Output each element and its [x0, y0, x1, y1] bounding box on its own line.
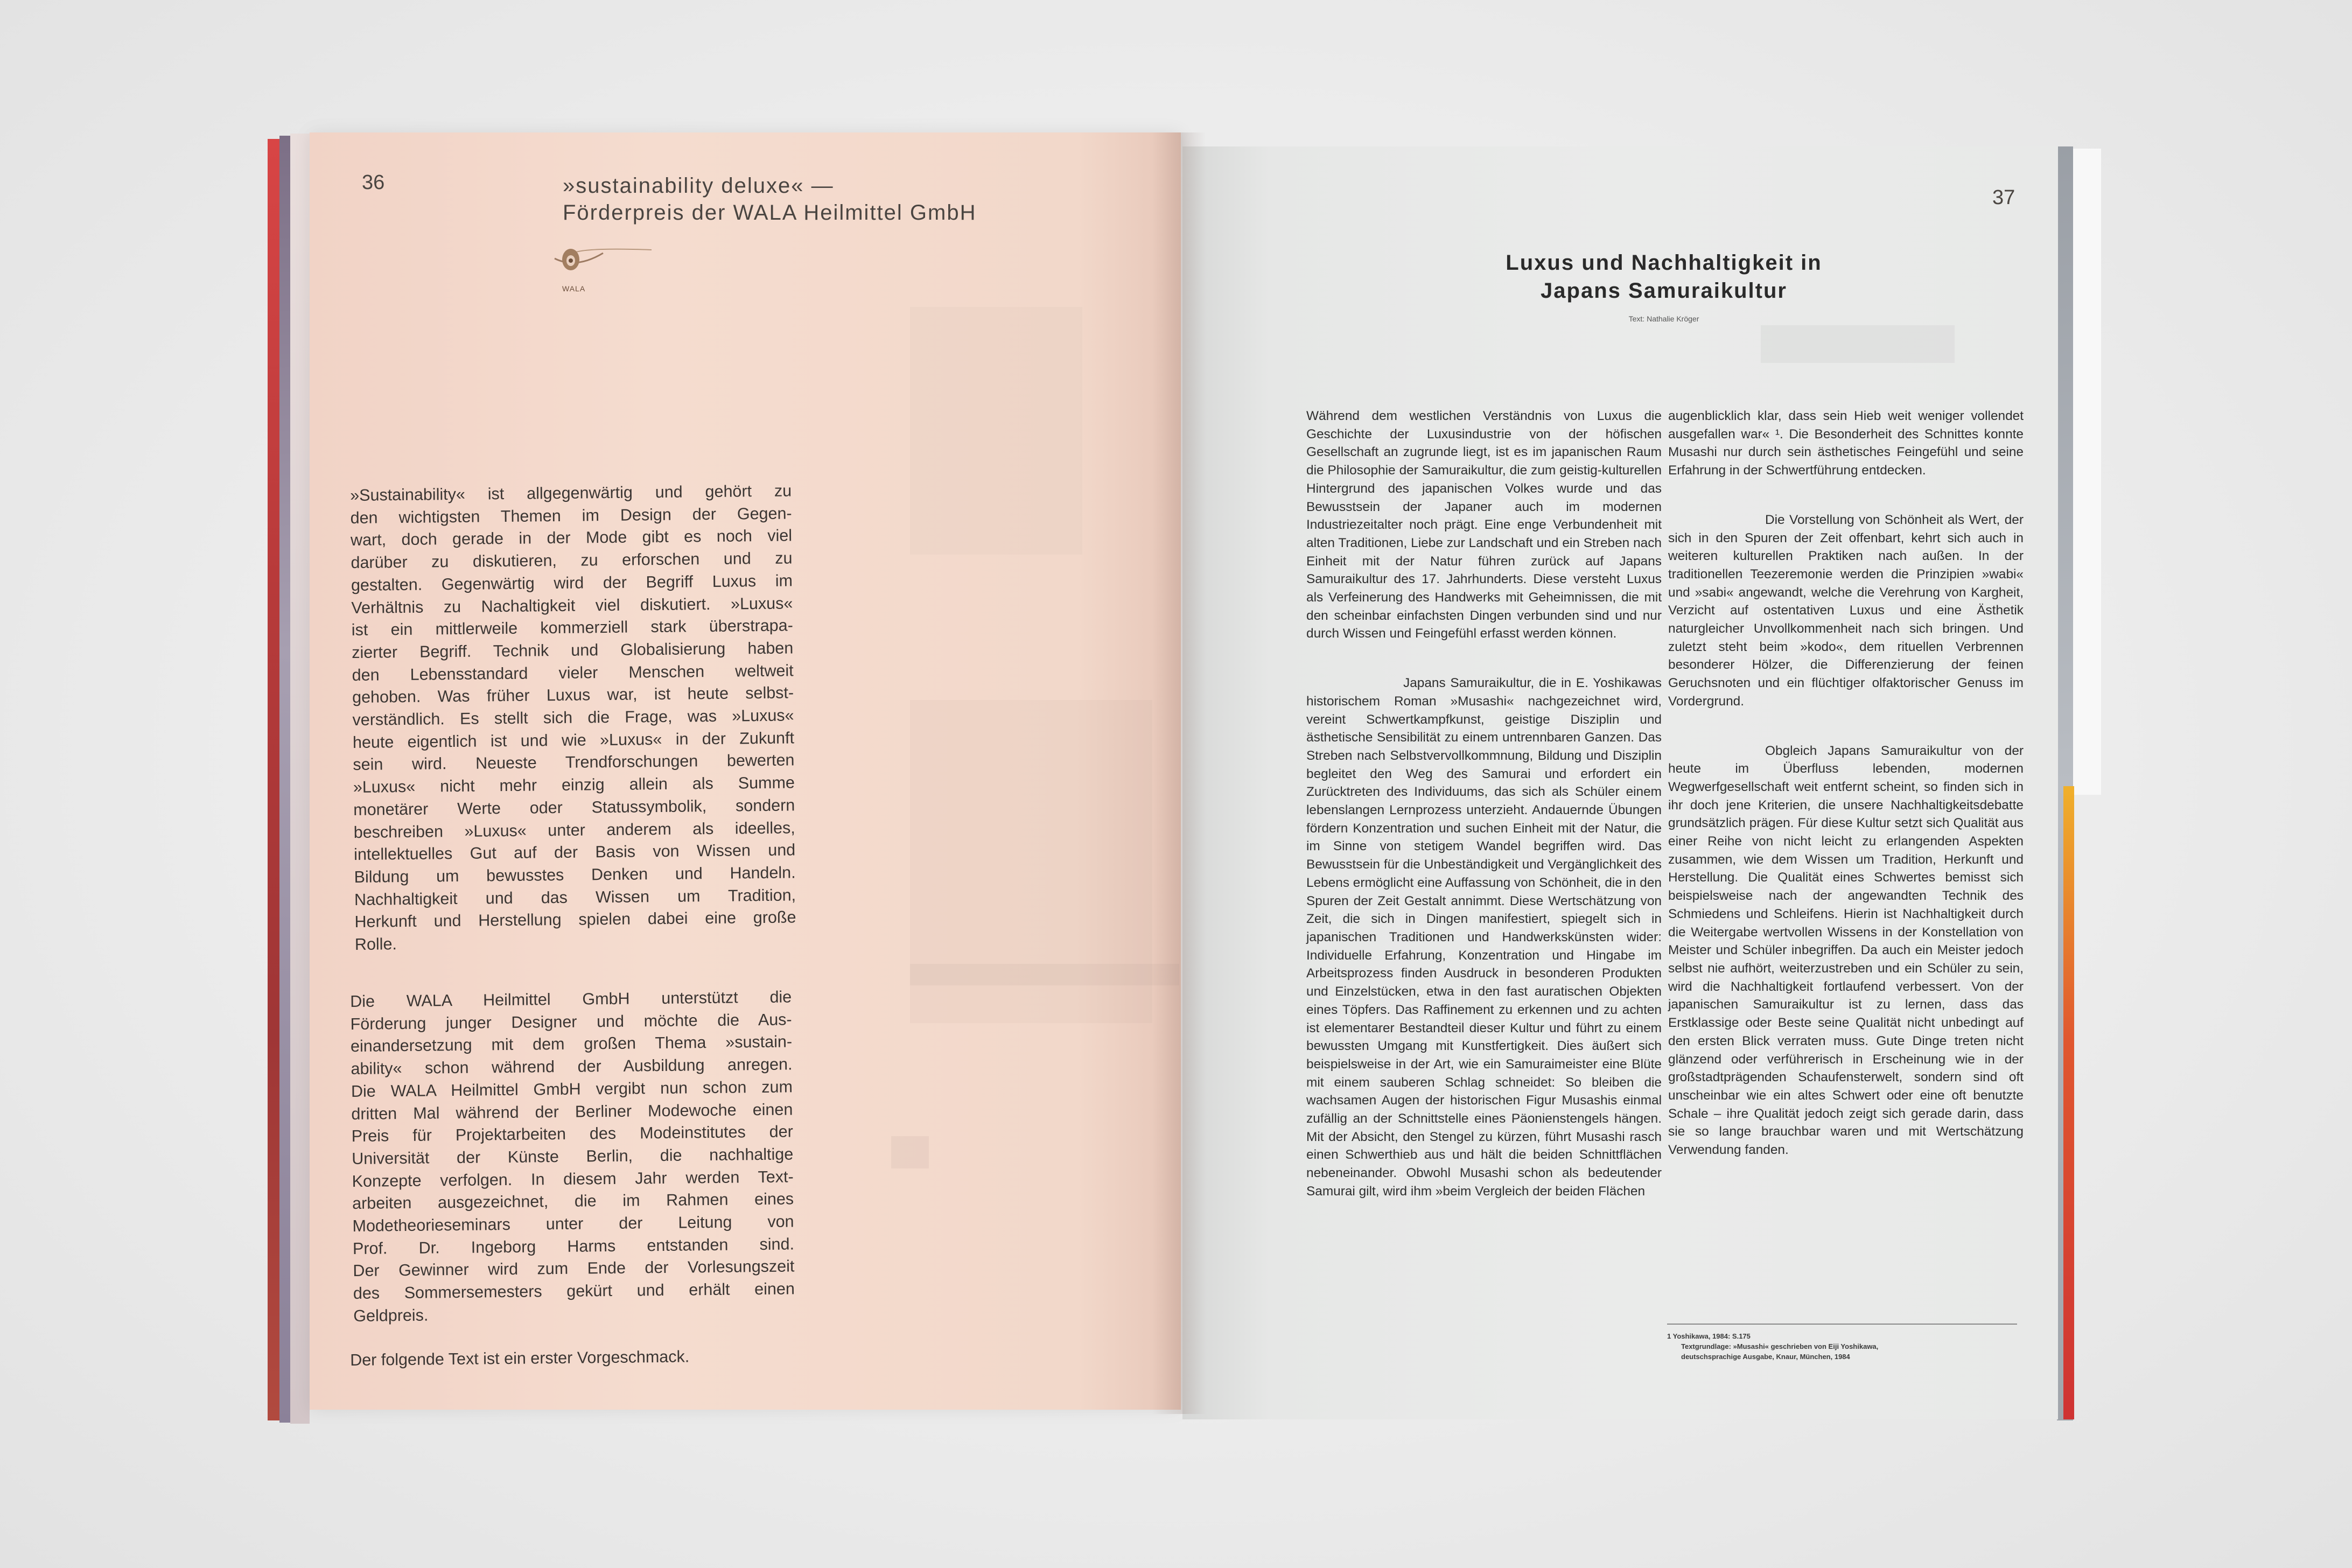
page-stack-edge-left [279, 136, 290, 1423]
text-line: beschreiben »Luxus« unter anderem als ideelles, [353, 818, 795, 842]
show-through-mark [891, 1136, 929, 1168]
right-title-line-1: Luxus und Nachhaltigkeit in [1506, 251, 1822, 275]
cover-edge-right [2063, 786, 2074, 1419]
article-column-2 [1668, 407, 2024, 1159]
text-line: Die WALA Heilmittel GmbH vergibt nun schon zum [351, 1077, 793, 1101]
show-through-image [910, 307, 1082, 555]
text-line: Herkunft und Herstellung spielen dabei eine große [354, 908, 796, 932]
book-gutter [1152, 132, 1206, 1414]
footnote [1667, 1331, 2033, 1362]
paragraph-gap [1306, 643, 1662, 674]
text-line: intellektuelles Gut auf der Basis von Wissen und [354, 841, 796, 864]
text-line: dritten Mal während der Berliner Modewoche einen [351, 1100, 793, 1123]
text-line: Verhältnis zu Nachaltigkeit viel diskutiert. »Luxus« [351, 593, 793, 617]
text-line: Bildung um bewusstes Denken und Handeln. [354, 863, 796, 886]
left-title-line-1: »sustainability deluxe« — [563, 174, 834, 198]
text-line: monetärer Werte oder Statussymbolik, sondern [353, 796, 795, 819]
text-line: ability« schon während der Ausbildung anregen. [351, 1055, 793, 1079]
wala-logo-text: WALA [562, 284, 586, 293]
article-column-1 [1306, 407, 1662, 1201]
show-through-heading [1761, 325, 1955, 363]
article-byline: Text: Nathalie Kröger [1628, 314, 1699, 323]
col2-paragraph-3: Obgleich Japans Samuraikultur von der heute im Überfluss lebenden, modernen Wegwerfgesellschaft weit entfernt scheint, so finden sich in ihr doch jene Kriterien, die unsere Nachhaltigkeitsdebatte grundsätzlich prägen. Für diese Kultur setzt sich Qualität aus einer Reihe von nicht leicht zu erlangenden Aspekten zusammen, wie dem Wissen um Tradition, Herkunft und Herstellung. Die Qualität eines Schwertes bemisst sich beispielsweise nach der angewandten Technik des Schmiedens und Schleifens. Hierin ist Nachhaltigkeit durch die Weitergabe wertvollen Wissens in der Konstellation von Meister und Schüler inbegriffen. Da auch ein Meister jedoch selbst nie aufhört, weiterzustreben und ein Schüler zu sein, wird die Nachhaltigkeit fortlaufend verbessert. Von der japanischen Samuraikultur ist zu lernen, dass das Erstklassige oder Beste seine Qualität nicht unbedingt auf den ersten Blick verraten muss. Gute Dinge treten nicht glänzend oder verführerisch in Erscheinung wie in der großstadtprägenden Schaufensterwelt, sondern sind oft unscheinbar wie ein altes Schwert oder eine oft benutzte Schale – ihre Qualität jedoch zeigt sich gerade darin, dass sie so lange brauchbar waren und mit Wertschätzung Verwendung fanden. [1668, 743, 2024, 1158]
left-page-title [563, 172, 1047, 226]
left-paragraph-2 [350, 986, 795, 1327]
text-line: gestalten. Gegenwärtig wird der Begriff Luxus im [351, 571, 793, 594]
text-line: Die WALA Heilmittel GmbH unterstützt die [350, 988, 792, 1011]
text-line: wart, doch gerade in der Mode gibt es noch viel [350, 526, 793, 550]
col1-paragraph-1: Während dem westlichen Verständnis von Luxus die Geschichte der Luxusindustrie von der höfischen Gesellschaft an zugrunde liegt, ist es im japanischen Raum die Philosophie der Samuraikultur, die zum geistig-kulturellen Hintergrund des japanischen Volkes wurde und das Bewusstsein der Japaner auch im modernen Industriezeitalter noch prägt. Eine enge Verbundenheit mit alten Traditionen, Liebe zur Landschaft und ein Streben nach Einheit mit der Natur führen zurück auf Japans Samuraikultur des 17. Jahrhunderts. Diese versteht Luxus als Verfeinerung des Handwerks mit Geheimnissen, die mit den scheinbar einfachsten Dingen verbunden sind und nur durch Wissen und Feingefühl erfasst werden können. [1306, 409, 1662, 641]
text-line: Rolle. [354, 935, 397, 954]
paragraph-gap [1668, 711, 2024, 742]
col1-paragraph-2: Japans Samuraikultur, die in E. Yoshikawas historischem Roman »Musashi« nachgezeichnet wird, vereint Schwertkampfkunst, geistige Disziplin und ästhetische Sensibilität zu einem untrennbaren Ganzen. Das Streben nach Selbstvervollkommnung, Bildung und Disziplin begleitet den Weg des Samurai und erfordert ein Zurücktreten des Individuums, das sich als Schüler einem lebenslangen Lernprozess unterzieht. Andauernde Übungen fördern Konzentration und suchen Einheit mit der Natur, die im Sinne von stetigem Wandel begriffen wird. Das Bewusstsein für die Unbeständigkeit und Vergänglichkeit des Lebens ermöglicht eine Auffassung von Schönheit, die in den Spuren der Zeit Gestalt annimmt. Diese Wertschätzung von Zeit, die sich in Dingen manifestiert, spiegelt sich in japanischen Traditionen und Handwerkskünsten wider: Individuelle Erfahrung, Konzentration und Hingabe im Arbeitsprozess finden Ausdruck in besonderen Produkten und Einzelstücken, etwa in den fast auratischen Objekten eines Töpfers. Das Raffinement zu erkennen und zu achten ist elementarer Bestandteil dieser Kultur und führt zu einem bewussten Umgang mit Kunstfertigkeit. Dies äußert sich beispielsweise in der Art, wie ein Samuraimeister eine Blüte mit einem sauberen Schlag schneidet: So bleiben die wachsamen Augen der historischen Figur Musashis einmal zufällig an der Schnittstelle eines Päonienstengels hängen. Mit der Absicht, den Stengel zu kürzen, führt Musashi rasch einen Schwerthieb aus und hält die beiden Schnittflächen nebeneinander. Obwohl Musashi schon als bedeutender Samurai gilt, wird ihm »beim Vergleich der beiden Flächen [1306, 676, 1662, 1199]
page-number-left: 36 [362, 171, 385, 194]
footnote-line-1: 1 Yoshikawa, 1984: S.175 [1667, 1332, 1751, 1340]
text-line: Der Gewinner wird zum Ende der Vorlesungszeit [353, 1257, 795, 1280]
text-line: heute eigentlich ist und wie »Luxus« in der Zukunft [352, 729, 795, 752]
left-paragraph-1 [350, 480, 796, 956]
text-line: gehoben. Was früher Luxus war, ist heute selbst- [352, 683, 794, 707]
left-closing-line: Der folgende Text ist ein erster Vorgeschmack. [350, 1347, 690, 1369]
right-title-line-2: Japans Samuraikultur [1541, 279, 1787, 303]
text-line: »Luxus« nicht mehr einzig allein als Summe [353, 773, 795, 797]
footnote-line-3: deutschsprachige Ausgabe, Knaur, München, 1984 [1681, 1353, 1850, 1361]
show-through-bar [910, 964, 1179, 985]
left-title-line-2: Förderpreis der WALA Heilmittel GmbH [563, 201, 977, 225]
text-line: den wichtigsten Themen im Design der Gegen- [350, 504, 792, 527]
text-line: den Lebensstandard vieler Menschen weltweit [352, 661, 794, 684]
col2-paragraph-2: Die Vorstellung von Schönheit als Wert, der sich in den Spuren der Zeit offenbart, kehrt sich auch in weiteren kulturellen Praktiken nach außen. In der traditionellen Teezeremonie werden die Prinzipien »wabi« und »sabi« angewandt, welche die Verehrung von Kargheit, Verzicht auf ostentativen Luxus und eine Ästhetik naturgleicher Unvollkommenheit nach sich bringen. Und zuletzt steht beim »kodo«, dem rituellen Verbrennen besonderer Hölzer, die Differenzierung der feinen Geruchsnoten und ein flüchtiger olfaktorischer Genuss im Vordergrund. [1668, 512, 2024, 709]
text-line: verständlich. Es stellt sich die Frage, was »Luxus« [352, 706, 794, 730]
text-line: Modetheorieseminars unter der Leitung von [352, 1212, 794, 1236]
text-line: einandersetzung mit dem großen Thema »sustain- [350, 1032, 793, 1056]
text-line: Preis für Projektarbeiten des Modeinstitutes der [351, 1122, 793, 1146]
text-line: Konzepte verfolgen. In diesem Jahr werden Text- [352, 1167, 794, 1191]
text-line: Geldpreis. [353, 1306, 429, 1325]
footnote-line-2: Textgrundlage: »Musashi« geschrieben von Eiji Yoshikawa, [1681, 1342, 1879, 1350]
text-line: zierter Begriff. Technik und Globalisierung haben [352, 639, 794, 662]
text-line: darüber zu diskutieren, zu erforschen und zu [351, 549, 793, 572]
text-line: Prof. Dr. Ingeborg Harms entstanden sind. [352, 1235, 795, 1258]
text-line: Förderung junger Designer und möchte die Aus- [350, 1010, 792, 1033]
text-line: Nachhaltigkeit und das Wissen um Tradition, [354, 886, 796, 909]
text-line: des Sommersemesters gekürt und erhält einen [353, 1279, 795, 1303]
col2-paragraph-1: augenblicklich klar, dass sein Hieb weit weniger vollendet ausgefallen war« ¹. Die Besonderheit des Schnittes konnte Musashi nur durch sein ästhetisches Feingefühl und seine Erfahrung in der Schwertführung entdecken. [1668, 409, 2024, 478]
cover-edge-left [268, 139, 279, 1420]
text-line: ist ein mittlerweile kommerziell stark überstrapa- [351, 616, 793, 640]
text-line: sein wird. Neueste Trendforschungen bewerten [353, 751, 795, 774]
paragraph-gap [1668, 480, 2024, 511]
text-line: Universität der Künste Berlin, die nachhaltige [352, 1145, 794, 1168]
wala-logo-icon [544, 237, 662, 296]
text-line: »Sustainability« ist allgegenwärtig und gehört zu [350, 481, 792, 505]
footnote-rule [1667, 1324, 2017, 1325]
right-page-title [1400, 249, 1928, 305]
text-line: arbeiten ausgezeichnet, die im Rahmen eines [352, 1189, 794, 1213]
page-stack-edge-left-inner [290, 134, 310, 1424]
insert-sheet-right [2073, 149, 2101, 795]
page-number-right: 37 [1992, 186, 2015, 209]
